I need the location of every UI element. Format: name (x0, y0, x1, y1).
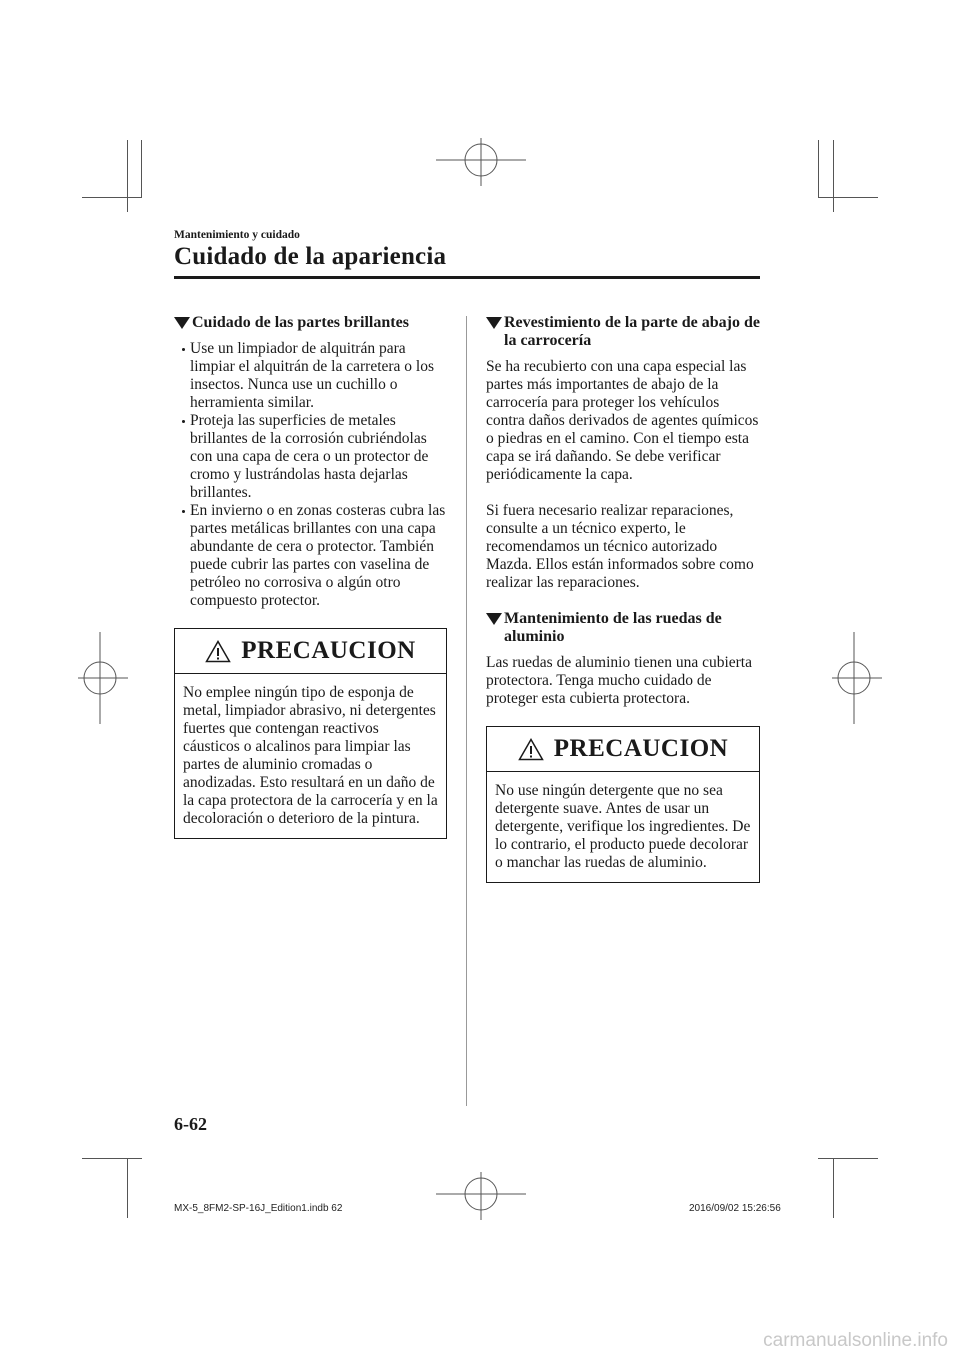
caution-header (487, 727, 759, 772)
caution-box (174, 628, 447, 839)
registration-mark-left (78, 632, 128, 724)
paragraph: Las ruedas de aluminio tienen una cubierta protectora. Tenga mucho cuidado de proteger esta cubierta protectora. (486, 654, 752, 707)
column-divider (466, 316, 467, 1106)
right-column (486, 314, 760, 883)
page-number: 6-62 (174, 1114, 207, 1134)
registration-mark-right (832, 632, 882, 724)
triangle-bullet-icon (486, 613, 502, 625)
paragraph: Si fuera necesario realizar reparaciones, consulte a un técnico experto, le recomendamos un técnico autorizado Mazda. Ellos están informados sobre como realizar las reparaciones. (486, 502, 754, 591)
bullet-dot-icon (182, 420, 185, 423)
bullet-list (174, 340, 447, 610)
warning-triangle-icon (518, 738, 544, 761)
triangle-bullet-icon (486, 317, 502, 329)
section-heading-ruedas: Mantenimiento de las ruedas de aluminio (486, 610, 760, 646)
caution-text: No emplee ningún tipo de esponja de metal, limpiador abrasivo, ni detergentes fuertes que contengan reactivos cáusticos o alcalinos para limpiar las partes de aluminio cromadas o anodizadas. Esto resultará en un daño de la capa protectora de la carrocería y en la decoloración o deterioro de la pintura. (183, 684, 438, 827)
list-item: Proteja las superficies de metales brillantes de la corrosión cubriéndolas con una capa de cera o un protector de cromo y lustrándolas hasta dejarlas brillantes. (174, 412, 447, 502)
section-label: Mantenimiento y cuidado (174, 229, 300, 241)
section-heading-brillantes: Cuidado de las partes brillantes (174, 314, 447, 332)
warning-triangle-icon (205, 640, 231, 663)
timestamp: 2016/09/02 15:26:56 (689, 1203, 781, 1214)
triangle-bullet-icon (174, 317, 190, 329)
caution-title: PRECAUCION (553, 735, 729, 762)
caution-header (175, 629, 446, 674)
left-column (174, 314, 447, 839)
bullet-dot-icon (182, 510, 185, 513)
page-title: Cuidado de la apariencia (174, 243, 447, 270)
paragraph: Se ha recubierto con una capa especial las partes más importantes de abajo de la carrocería para proteger los vehículos contra daños derivados de agentes químicos o piedras en el camino. Con el tiempo esta capa se irá dañando. Se debe verificar periódicamente la capa. (486, 358, 759, 483)
registration-mark-top (436, 138, 526, 188)
caution-title: PRECAUCION (241, 637, 416, 664)
bullet-dot-icon (182, 348, 185, 351)
registration-mark-bottom (436, 1172, 526, 1222)
section-heading-revestimiento: Revestimiento de la parte de abajo de la carrocería (486, 314, 760, 350)
title-rule (174, 276, 760, 279)
watermark: carmanualsonline.info (763, 1330, 948, 1351)
caution-text: No use ningún detergente que no sea detergente suave. Antes de usar un detergente, verifique los ingredientes. De lo contrario, el producto puede decolorar o manchar las ruedas de aluminio. (495, 782, 751, 871)
list-item: Use un limpiador de alquitrán para limpiar el alquitrán de la carretera o los insectos. Nunca use un cuchillo o herramienta similar. (174, 340, 447, 412)
caution-box (486, 726, 760, 883)
file-info: MX-5_8FM2-SP-16J_Edition1.indb 62 (174, 1203, 343, 1214)
list-item: En invierno o en zonas costeras cubra las partes metálicas brillantes con una capa abundante de cera o protector. También puede cubrir las partes con vaselina de petróleo no corrosiva o algún otro compuesto protector. (174, 502, 447, 610)
